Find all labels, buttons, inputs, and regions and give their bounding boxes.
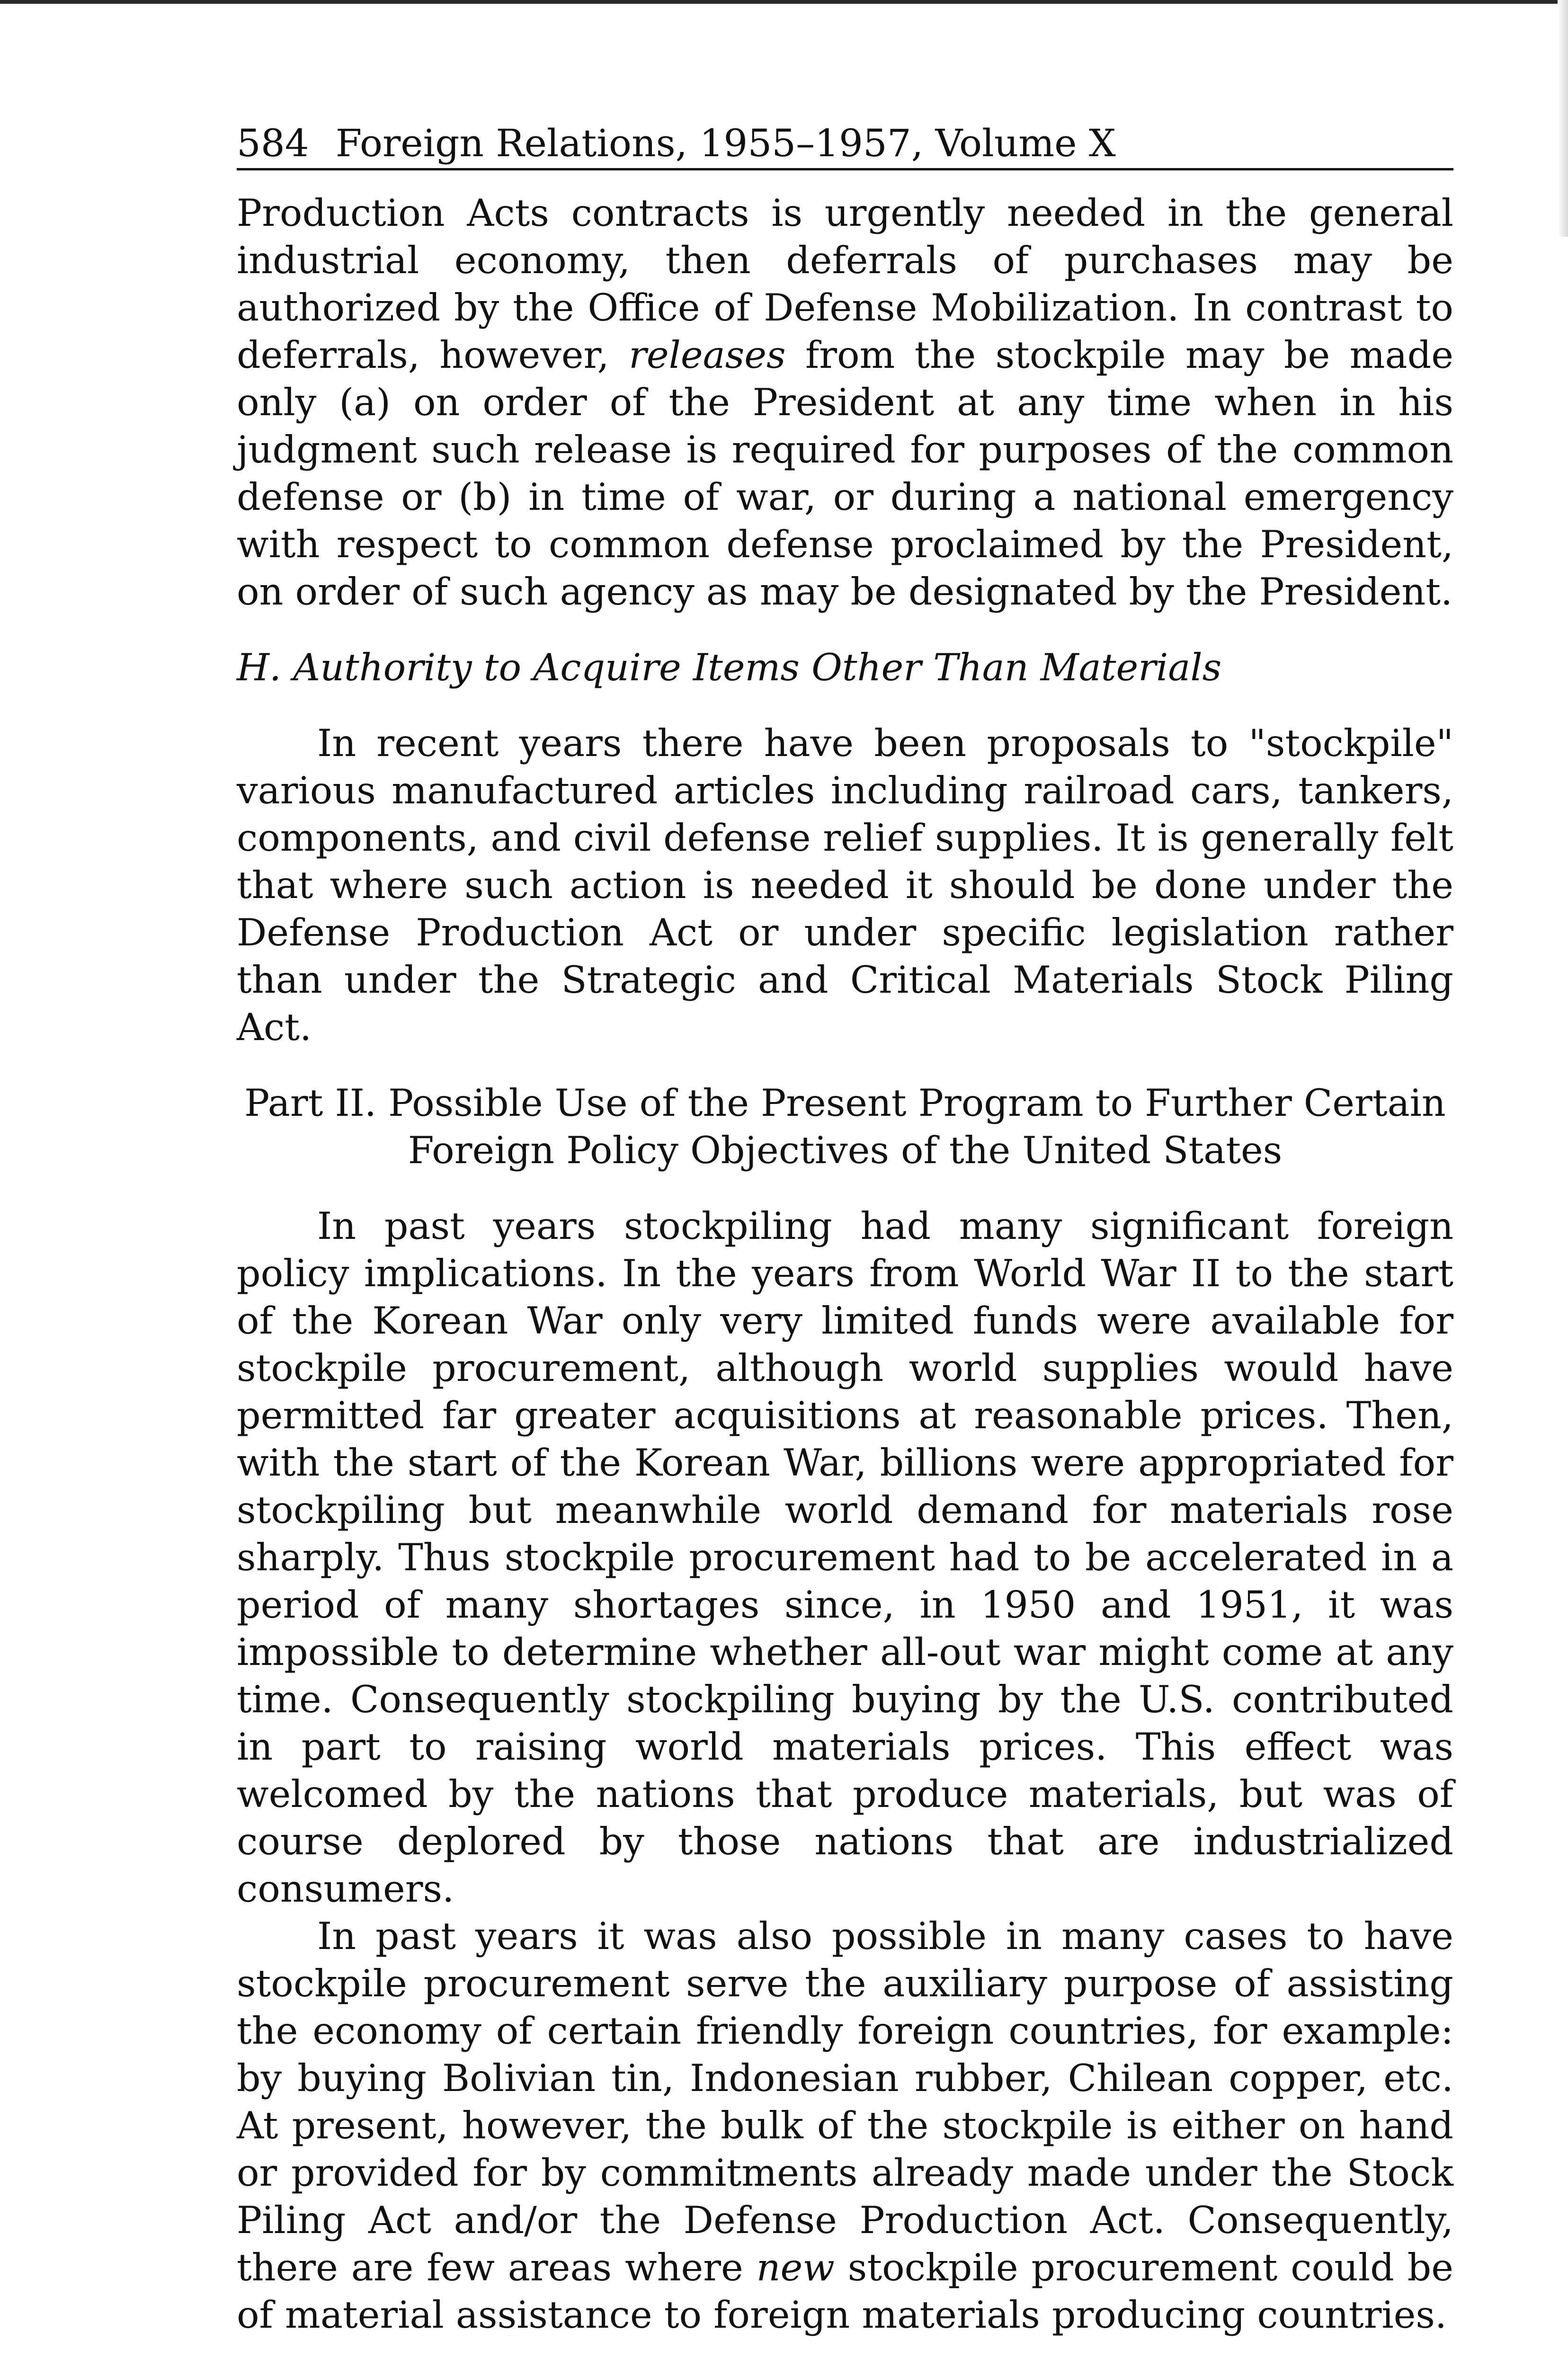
document-page: [237, 121, 1453, 2339]
page-number: 584: [237, 121, 309, 165]
part-title-line: Part II. Possible Use of the Present Program to Further Certain: [244, 1081, 1446, 1125]
paragraph-auxiliary-purpose: [237, 1913, 1453, 2339]
section-heading-h: H. Authority to Acquire Items Other Than Materials: [237, 646, 1222, 689]
part-title-line: Foreign Policy Objectives of the United States: [408, 1129, 1283, 1172]
part-two-title: [237, 1079, 1453, 1174]
paragraph-other-items: In recent years there have been proposals to "stockpile" various manufactured articles including railroad cars, tankers, components, and civil defense relief supplies. It is generally felt that where such action is needed it should be done under the Defense Production Act or under specific legislation rather than under the Strategic and Critical Materials Stock Piling Act.: [237, 721, 1453, 1049]
scan-top-edge: [0, 0, 1568, 4]
emphasis-new: new: [756, 2246, 835, 2289]
paragraph-foreign-policy-implications: In past years stockpiling had many significant foreign policy implications. In the years from World War II to the start of the Korean War only very limited funds were available for stockpile procurement, although world supplies would have permitted far greater acquisitions at reasonable prices. Then, with the start of the Korean War, billions were appropriated for stockpiling but meanwhile world demand for materials rose sharply. Thus stockpile procurement had to be accelerated in a period of many shortages since, in 1950 and 1951, it was impossible to determine whether all-out war might come at any time. Consequently stockpiling buying by the U.S. contributed in part to raising world materials prices. This effect was welcomed by the nations that produce materials, but was of course deplored by those nations that are industrialized consumers.: [237, 1204, 1453, 1911]
paragraph-text: Production Acts contracts is urgently needed in the general industrial economy, then deferrals of purchases may be authorized by the Office of Defense Mobilization. In contrast to deferrals, however,: [237, 191, 1453, 377]
paragraph-text: In past years it was also possible in many cases to have stockpile procurement serve the auxiliary purpose of assisting the economy of certain friendly foreign countries, for example: by buying Bolivian tin, Indonesian rubber, Chilean copper, etc. At present, however, the bulk of the stockpile is either on hand or provided for by commitments already made under the Stock Piling Act and/or the Defense Production Act. Consequently, there are few areas where: [237, 1914, 1453, 2289]
paragraph-text: stockpile procurement could be of material assistance to foreign materials producing countries.: [237, 2246, 1453, 2337]
scan-right-edge: [1558, 0, 1568, 237]
running-head: [237, 121, 1453, 170]
publication-title: Foreign Relations, 1955–1957, Volume X: [335, 121, 1116, 165]
emphasis-releases: releases: [629, 333, 786, 377]
paragraph-release-authority: [237, 189, 1453, 615]
paragraph-text: from the stockpile may be made only (a) on order of the President at any time when in his judgment such release is required for purposes of the common defense or (b) in time of war, or during a national emergency with respect to common defense proclaimed by the President, on order of such agency as may be designated by the President.: [237, 333, 1453, 614]
